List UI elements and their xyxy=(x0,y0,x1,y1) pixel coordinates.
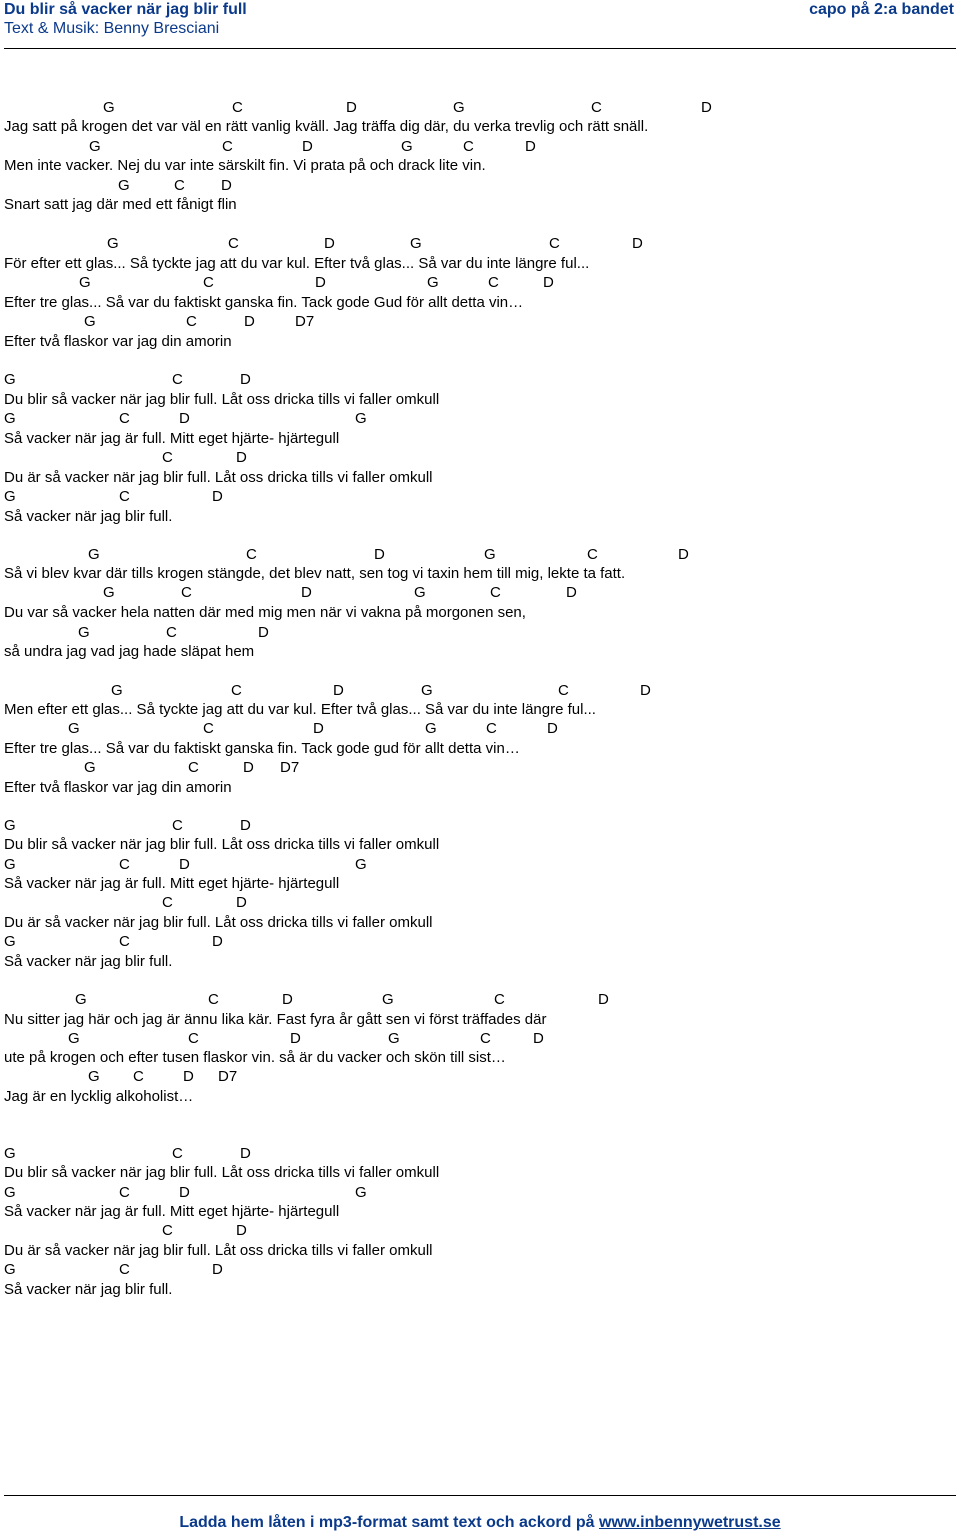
chord: G xyxy=(4,856,16,873)
chord: C xyxy=(494,991,505,1008)
chord: C xyxy=(181,584,192,601)
chord: D xyxy=(598,991,609,1008)
chord: C xyxy=(222,138,233,155)
chord: G xyxy=(355,856,367,873)
chord: C xyxy=(172,1145,183,1162)
chord: G xyxy=(484,546,496,563)
chord: D xyxy=(324,235,335,252)
lyric-line: Så vacker när jag blir full. xyxy=(4,953,173,970)
chord: D xyxy=(701,99,712,116)
chord: D xyxy=(258,624,269,641)
chord: C xyxy=(549,235,560,252)
chord: D xyxy=(183,1068,194,1085)
chord: G xyxy=(4,933,16,950)
chord: C xyxy=(228,235,239,252)
lyric-line: Efter tre glas... Så var du faktiskt ganska fin. Tack gode Gud för allt detta vin… xyxy=(4,294,524,311)
lyric-line: Men efter ett glas... Så tyckte jag att du var kul. Efter två glas... Så var du inte längre ful... xyxy=(4,701,596,718)
chord: C xyxy=(208,991,219,1008)
chord: C xyxy=(162,894,173,911)
chord: D xyxy=(212,1261,223,1278)
chord: D xyxy=(313,720,324,737)
chord: D xyxy=(346,99,357,116)
chord: C xyxy=(172,371,183,388)
chord: C xyxy=(486,720,497,737)
chord: D7 xyxy=(218,1068,238,1085)
chord: G xyxy=(84,759,96,776)
chord: G xyxy=(84,313,96,330)
chord: G xyxy=(421,682,433,699)
lyric-line: Så vi blev kvar där tills krogen stängde, det blev natt, sen tog vi taxin hem till mig, lekte ta fatt. xyxy=(4,565,626,582)
lyric-line: Så vacker när jag är full. Mitt eget hjärte- hjärtegull xyxy=(4,430,340,447)
chord: G xyxy=(88,1068,100,1085)
lyric-line: Jag satt på krogen det var väl en rätt vanlig kväll. Jag träffa dig där, du verka trevlig och rätt snäll. xyxy=(4,118,649,135)
chord: D xyxy=(543,274,554,291)
chord: G xyxy=(4,410,16,427)
chord: G xyxy=(427,274,439,291)
chord: C xyxy=(232,99,243,116)
chord: G xyxy=(355,410,367,427)
chord: C xyxy=(463,138,474,155)
chord: D xyxy=(221,177,232,194)
chord: C xyxy=(203,720,214,737)
chord: G xyxy=(79,274,91,291)
lyric-line: Men inte vacker. Nej du var inte särskilt fin. Vi prata på och drack lite vin. xyxy=(4,157,486,174)
lyric-line: Efter tre glas... Så var du faktiskt ganska fin. Tack gode gud för allt detta vin… xyxy=(4,740,520,757)
chord: D xyxy=(301,584,312,601)
lyric-line: Nu sitter jag här och jag är ännu lika kär. Fast fyra år gått sen vi först träffades där xyxy=(4,1011,547,1028)
chord: D xyxy=(533,1030,544,1047)
lyric-line: Du är så vacker när jag blir full. Låt oss dricka tills vi faller omkull xyxy=(4,1242,433,1259)
chord: G xyxy=(355,1184,367,1201)
chord: C xyxy=(203,274,214,291)
lyric-line: Efter två flaskor var jag din amorin xyxy=(4,779,232,796)
chord: G xyxy=(4,371,16,388)
chord: C xyxy=(488,274,499,291)
chord: D xyxy=(632,235,643,252)
chord: G xyxy=(453,99,465,116)
chord: D xyxy=(212,933,223,950)
chord: G xyxy=(401,138,413,155)
chord: D xyxy=(244,313,255,330)
chord: C xyxy=(490,584,501,601)
chord: G xyxy=(75,991,87,1008)
lyric-line: Så vacker när jag är full. Mitt eget hjärte- hjärtegull xyxy=(4,875,340,892)
chord: C xyxy=(231,682,242,699)
chord: D xyxy=(240,1145,251,1162)
chord: C xyxy=(162,449,173,466)
chord: G xyxy=(103,584,115,601)
lyric-line: Efter två flaskor var jag din amorin xyxy=(4,333,232,350)
chord: C xyxy=(119,1184,130,1201)
chord: D xyxy=(243,759,254,776)
chord: C xyxy=(186,313,197,330)
lyric-line: Du blir så vacker när jag blir full. Låt oss dricka tills vi faller omkull xyxy=(4,836,440,853)
chord: G xyxy=(68,720,80,737)
lyric-line: så undra jag vad jag hade släpat hem xyxy=(4,643,255,660)
chord: G xyxy=(89,138,101,155)
chord: G xyxy=(111,682,123,699)
chord: C xyxy=(188,759,199,776)
chord: C xyxy=(591,99,602,116)
chord: G xyxy=(388,1030,400,1047)
chord: C xyxy=(172,817,183,834)
chord: D xyxy=(236,894,247,911)
chord: D xyxy=(566,584,577,601)
lyric-line: Du blir så vacker när jag blir full. Låt oss dricka tills vi faller omkull xyxy=(4,1164,440,1181)
chord: D xyxy=(240,817,251,834)
chord: D xyxy=(525,138,536,155)
chord: D xyxy=(240,371,251,388)
chord: C xyxy=(119,410,130,427)
chord: D xyxy=(547,720,558,737)
website-link[interactable]: www.inbennywetrust.se xyxy=(598,1514,781,1531)
lyric-line: Du blir så vacker när jag blir full. Låt oss dricka tills vi faller omkull xyxy=(4,391,440,408)
chord: D xyxy=(179,856,190,873)
chord: D7 xyxy=(295,313,315,330)
lyric-line: Så vacker när jag blir full. xyxy=(4,508,173,525)
chord: D xyxy=(282,991,293,1008)
chord: D xyxy=(236,1222,247,1239)
chord: D xyxy=(333,682,344,699)
chord: D xyxy=(302,138,313,155)
chord: C xyxy=(174,177,185,194)
chord: D xyxy=(179,410,190,427)
chord: C xyxy=(119,933,130,950)
chord: G xyxy=(425,720,437,737)
chord: C xyxy=(188,1030,199,1047)
chord: G xyxy=(4,1145,16,1162)
chord: D xyxy=(374,546,385,563)
lyric-line: Du var så vacker hela natten där med mig men när vi vakna på morgonen sen, xyxy=(4,604,526,621)
chord: D xyxy=(212,488,223,505)
lyric-line: Jag är en lycklig alkoholist… xyxy=(4,1088,194,1105)
chord: G xyxy=(382,991,394,1008)
chord: D7 xyxy=(280,759,300,776)
chord: C xyxy=(246,546,257,563)
chord: G xyxy=(4,488,16,505)
footer-text: Ladda hem låten i mp3-format samt text och ackord på xyxy=(179,1514,599,1531)
chord: G xyxy=(410,235,422,252)
lyric-line: Du är så vacker när jag blir full. Låt oss dricka tills vi faller omkull xyxy=(4,469,433,486)
chord: C xyxy=(558,682,569,699)
lyric-line: ute på krogen och efter tusen flaskor vin. så är du vacker och skön till sist… xyxy=(4,1049,506,1066)
chord: G xyxy=(4,817,16,834)
lyric-line: Snart satt jag där med ett fånigt flin xyxy=(4,196,237,213)
chord: G xyxy=(103,99,115,116)
chord: C xyxy=(162,1222,173,1239)
chord: C xyxy=(166,624,177,641)
page-footer xyxy=(0,1514,960,1532)
chord: D xyxy=(678,546,689,563)
lyric-line: Så vacker när jag är full. Mitt eget hjärte- hjärtegull xyxy=(4,1203,340,1220)
chord: G xyxy=(88,546,100,563)
chord: C xyxy=(480,1030,491,1047)
chord: G xyxy=(4,1184,16,1201)
lyric-line: Du är så vacker när jag blir full. Låt oss dricka tills vi faller omkull xyxy=(4,914,433,931)
capo-note: capo på 2:a bandet xyxy=(809,1,954,18)
song-title: Du blir så vacker när jag blir full xyxy=(4,1,247,18)
chord: G xyxy=(78,624,90,641)
footer-divider xyxy=(4,1495,956,1496)
chord: D xyxy=(290,1030,301,1047)
lyric-line: För efter ett glas... Så tyckte jag att du var kul. Efter två glas... Så var du inte längre ful... xyxy=(4,255,590,272)
chord: G xyxy=(118,177,130,194)
chord: G xyxy=(107,235,119,252)
chord: G xyxy=(68,1030,80,1047)
chord: C xyxy=(587,546,598,563)
chord: D xyxy=(236,449,247,466)
chord: C xyxy=(119,1261,130,1278)
chord: D xyxy=(315,274,326,291)
chord: C xyxy=(119,856,130,873)
chord: G xyxy=(414,584,426,601)
chord: G xyxy=(4,1261,16,1278)
chord: D xyxy=(179,1184,190,1201)
chord: D xyxy=(640,682,651,699)
lyric-line: Så vacker när jag blir full. xyxy=(4,1281,173,1298)
chord: C xyxy=(119,488,130,505)
song-credit: Text & Musik: Benny Bresciani xyxy=(4,20,220,37)
chord: C xyxy=(133,1068,144,1085)
